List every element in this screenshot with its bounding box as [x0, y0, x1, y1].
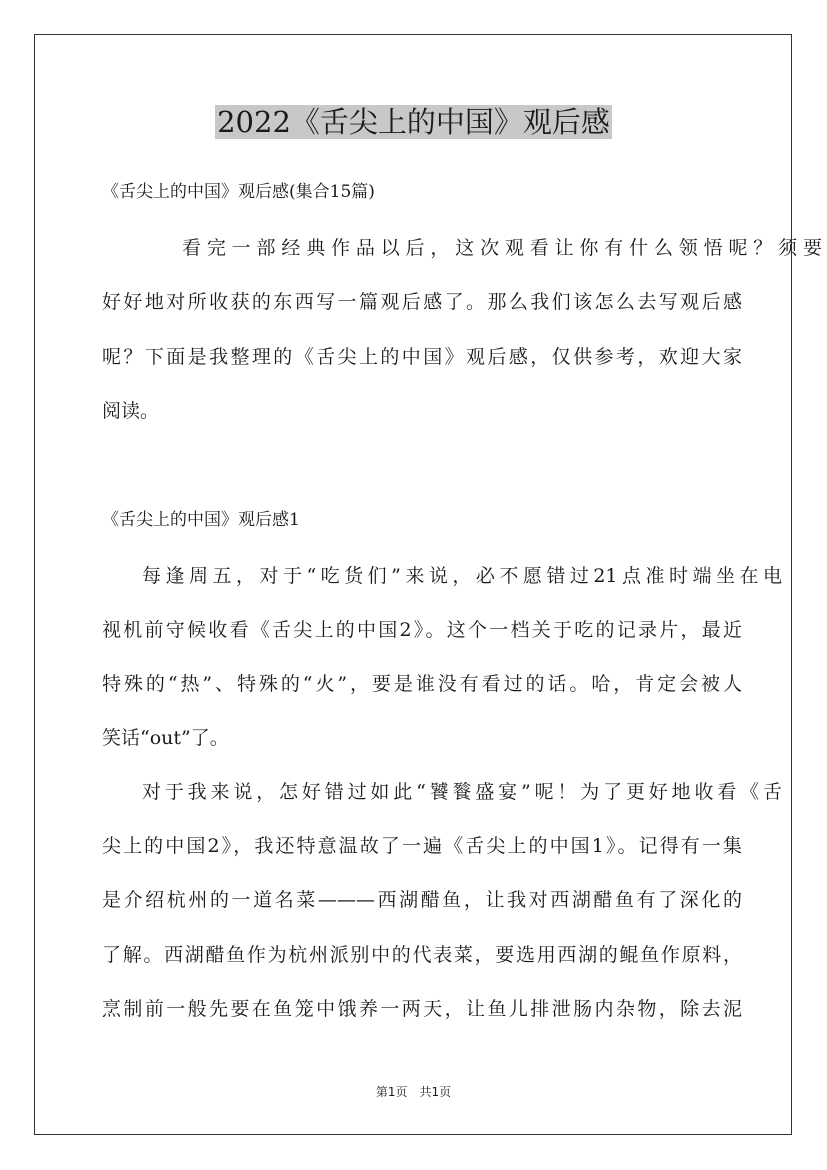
- paragraph-line: 尖上的中国2》，我还特意温故了一遍《舌尖上的中国1》。记得有一集: [102, 835, 742, 857]
- intro-line: 阅读。: [102, 400, 160, 422]
- title-text: 2022《舌尖上的中国》观后感: [217, 105, 610, 139]
- paragraph-line: 了解。西湖醋鱼作为杭州派别中的代表菜，要选用西湖的鲲鱼作原料，: [102, 944, 742, 966]
- intro-line: 好好地对所收获的东西写一篇观后感了。那么我们该怎么去写观后感: [102, 291, 742, 313]
- paragraph-line: 对于我来说，怎好错过如此“饕餮盛宴”呢！为了更好地收看《舌: [142, 781, 782, 803]
- page-number: 第1页 共1页: [375, 1085, 452, 1099]
- section-heading: 《舌尖上的中国》观后感1: [102, 510, 300, 530]
- paragraph-line: 笑话“out”了。: [102, 727, 229, 749]
- paragraph-line: 特殊的“热”、特殊的“火”，要是谁没有看过的话。哈，肯定会被人: [102, 673, 742, 695]
- paragraph-line: 是介绍杭州的一道名菜———西湖醋鱼，让我对西湖醋鱼有了深化的: [102, 889, 742, 911]
- intro-line: 呢？下面是我整理的《舌尖上的中国》观后感，仅供参考，欢迎大家: [102, 346, 742, 368]
- paragraph-line: 每逢周五，对于“吃货们”来说，必不愿错过21点准时端坐在电: [142, 565, 782, 587]
- paragraph-line: 视机前守候收看《舌尖上的中国2》。这个一档关于吃的记录片，最近: [102, 619, 742, 641]
- document-title: [0, 100, 827, 144]
- intro-line: 看完一部经典作品以后，这次观看让你有什么领悟呢？须要: [182, 237, 822, 259]
- document-subtitle: 《舌尖上的中国》观后感(集合15篇): [102, 182, 375, 202]
- paragraph-line: 烹制前一般先要在鱼笼中饿养一两天，让鱼儿排泄肠内杂物，除去泥: [102, 998, 742, 1020]
